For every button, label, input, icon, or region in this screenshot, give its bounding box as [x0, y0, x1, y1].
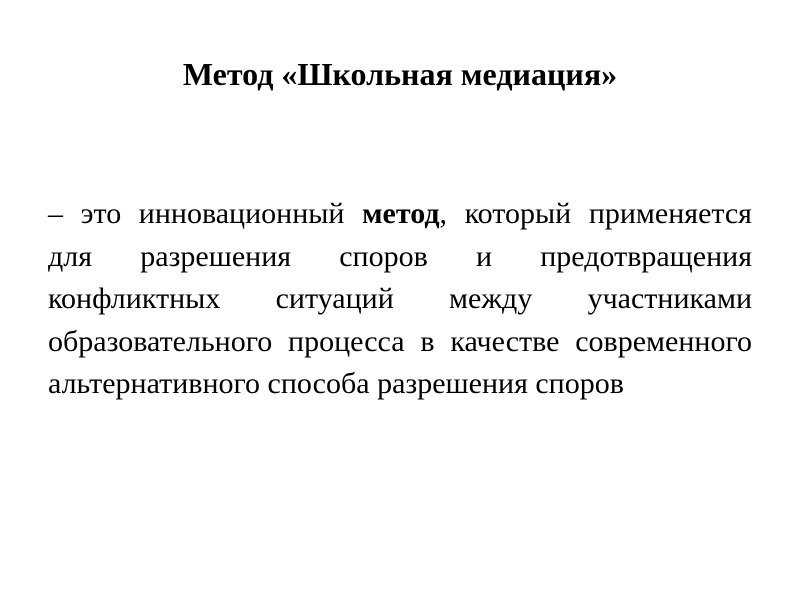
definition-emphasis: метод [362, 197, 440, 230]
definition-paragraph [48, 193, 752, 406]
slide-title: Метод «Школьная медиация» [182, 56, 618, 92]
definition-suffix: , который применяется для разрешения споров и предотвращения конфликтных ситуаций между участниками образовательного процесса в качестве современного альтернативного способа разрешения споров [48, 197, 752, 400]
definition-prefix: – это инновационный [48, 197, 363, 230]
